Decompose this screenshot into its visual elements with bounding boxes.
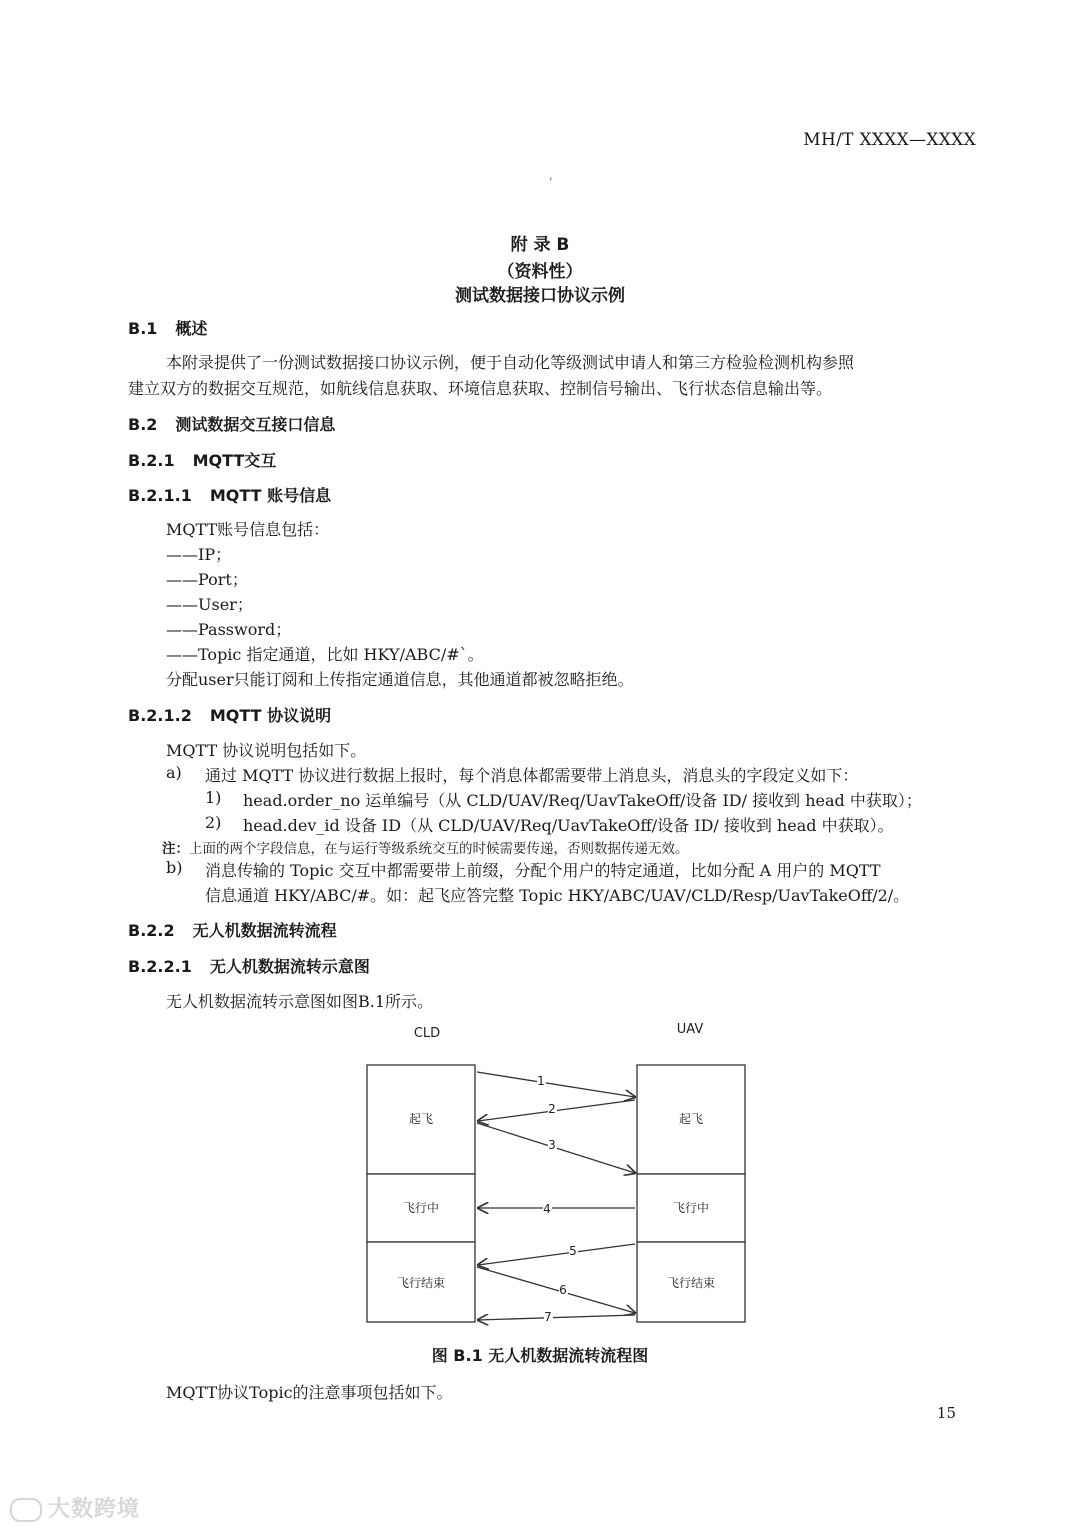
list-label: a) [166,763,182,782]
page-number: 15 [936,1404,956,1422]
note-text: 上面的两个字段信息，在与运行等级系统交互的时候需要传递，否则数据传递无效。 [189,841,689,857]
list-item: ——User； [166,595,253,614]
b221-intro: 无人机数据流转示意图如图B.1所示。 [166,992,434,1011]
list-item: 信息通道 HKY/ABC/#。如：起飞应答完整 Topic HKY/ABC/UAV/CLD/Resp/UavTakeOff/2/。 [205,886,910,905]
flow-arrow-label: 4 [543,1202,551,1216]
list-item: ——IP； [166,545,232,564]
b211-intro: MQTT账号信息包括： [166,520,330,539]
flow-arrow-label: 2 [548,1102,556,1116]
figure-caption: 图 B.1 无人机数据流转流程图 [431,1346,649,1365]
heading-text: MQTT交互 [192,451,277,470]
b212-intro: MQTT 协议说明包括如下。 [166,741,367,760]
uav-label: UAV [676,1022,704,1037]
heading-text: 无人机数据流转流程 [192,921,337,940]
list-item: ——Port； [166,570,248,589]
b1-paragraph-line1: 本附录提供了一份测试数据接口协议示例，便于自动化等级测试申请人和第三方检验检测机构参照 [166,353,855,372]
list-item: ——Topic 指定通道，比如 HKY/ABC/#`。 [166,645,484,664]
heading-number: B.2.2.1 [128,957,192,976]
uav-stage-label: 飞行中 [672,1201,710,1215]
heading-text: 无人机数据流转示意图 [209,957,370,976]
appendix-type: （资料性） [497,262,583,282]
heading-text: MQTT 协议说明 [209,706,332,725]
list-label: b) [166,858,183,877]
flow-arrow-label: 7 [544,1310,552,1324]
flow-arrow-6 [477,1267,635,1313]
note-label: 注： [162,841,189,857]
heading-text: 测试数据交互接口信息 [175,415,336,434]
heading-text: 概述 [175,319,208,338]
cld-label: CLD [413,1026,441,1041]
list-item: ——Password； [166,620,292,639]
flow-arrow-label: 1 [537,1074,545,1088]
page-mark: , [549,168,553,182]
heading-text: MQTT 账号信息 [209,486,332,505]
flow-arrow-label: 3 [548,1138,556,1152]
list-item: head.order_no 运单编号（从 CLD/UAV/Req/UavTakeOff/设备 ID/ 接收到 head 中获取）； [243,791,922,810]
heading-number: B.2 [128,415,158,434]
standard-number: MH/T XXXX—XXXX [803,130,976,150]
flow-arrow-7 [478,1315,635,1320]
uav-stage-label: 起飞 [678,1112,704,1126]
heading-number: B.2.1.1 [128,486,192,505]
list-label: 1) [205,788,222,807]
list-item: 消息传输的 Topic 交互中都需要带上前缀，分配个用户的特定通道，比如分配 A 用户的 MQTT [205,861,881,880]
appendix-name: 测试数据接口协议示例 [455,286,625,306]
cld-stage-label: 起飞 [408,1112,434,1126]
flow-arrow-5 [478,1244,635,1265]
heading-number: B.2.2 [128,921,175,940]
list-item: head.dev_id 设备 ID（从 CLD/UAV/Req/UavTakeOff/设备 ID/ 接收到 head 中获取）。 [243,816,894,835]
appendix-title: 附 录 B [510,235,570,255]
b1-paragraph-line2: 建立双方的数据交互规范，如航线信息获取、环境信息获取、控制信号输出、飞行状态信息输出等。 [128,379,833,398]
after-figure-text: MQTT协议Topic的注意事项包括如下。 [166,1383,453,1402]
watermark-text: 大数跨境 [48,1497,141,1522]
heading-number: B.2.1 [128,451,175,470]
cld-stage-label: 飞行中 [402,1201,440,1215]
flow-arrow-1 [477,1072,635,1097]
flow-arrow-label: 6 [559,1283,567,1297]
list-item: 通过 MQTT 协议进行数据上报时，每个消息体都需要带上消息头，消息头的字段定义如下： [205,766,859,785]
uav-stage-label: 飞行结束 [666,1276,716,1290]
watermark-icon [10,1498,42,1522]
cld-stage-label: 飞行结束 [396,1276,446,1290]
list-label: 2) [205,813,222,832]
watermark [10,1492,140,1523]
flow-arrow-label: 5 [569,1244,577,1258]
heading-number: B.2.1.2 [128,706,192,725]
heading-number: B.1 [128,319,158,338]
b211-closing: 分配user只能订阅和上传指定通道信息，其他通道都被忽略拒绝。 [166,670,634,689]
